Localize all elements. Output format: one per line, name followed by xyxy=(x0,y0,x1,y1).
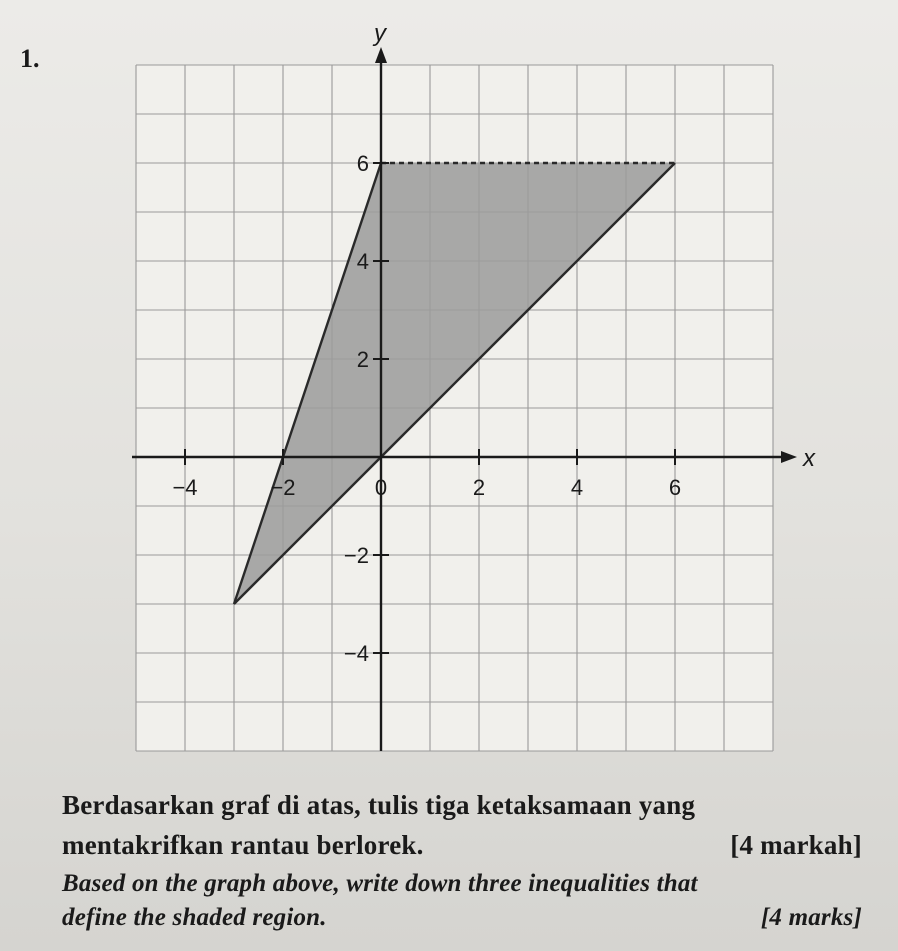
english-text-2: define the shaded region. xyxy=(62,904,327,931)
english-marks: [4 marks] xyxy=(760,904,862,931)
malay-text-2: mentakrifkan rantau berlorek. xyxy=(62,830,424,860)
x-axis-arrow xyxy=(781,451,797,463)
y-tick-label: 4 xyxy=(356,249,369,274)
english-line-1 xyxy=(62,870,862,904)
x-tick-label: 0 xyxy=(374,475,388,500)
x-tick-label: 4 xyxy=(570,475,584,500)
question-text xyxy=(62,790,862,938)
malay-line-2 xyxy=(62,830,862,870)
y-axis-arrow xyxy=(375,47,387,63)
x-tick-label: −4 xyxy=(172,475,198,500)
malay-marks: [4 markah] xyxy=(730,830,862,860)
malay-text-1: Berdasarkan graf di atas, tulis tiga ketaksamaan yang xyxy=(62,790,696,820)
y-tick-label: 2 xyxy=(356,347,369,372)
x-tick-label: 6 xyxy=(668,475,682,500)
question-number: 1. xyxy=(20,44,40,73)
y-tick-label: −2 xyxy=(343,543,369,568)
x-tick-label: 2 xyxy=(472,475,486,500)
x-tick-label: −2 xyxy=(270,475,296,500)
y-axis-label: y xyxy=(374,20,386,47)
x-axis-label: x xyxy=(803,445,815,472)
english-line-2 xyxy=(62,904,862,938)
malay-line-1 xyxy=(62,790,862,830)
y-tick-label: 6 xyxy=(356,151,369,176)
y-tick-label: −4 xyxy=(343,641,369,666)
english-text-1: Based on the graph above, write down three inequalities that xyxy=(62,870,698,897)
